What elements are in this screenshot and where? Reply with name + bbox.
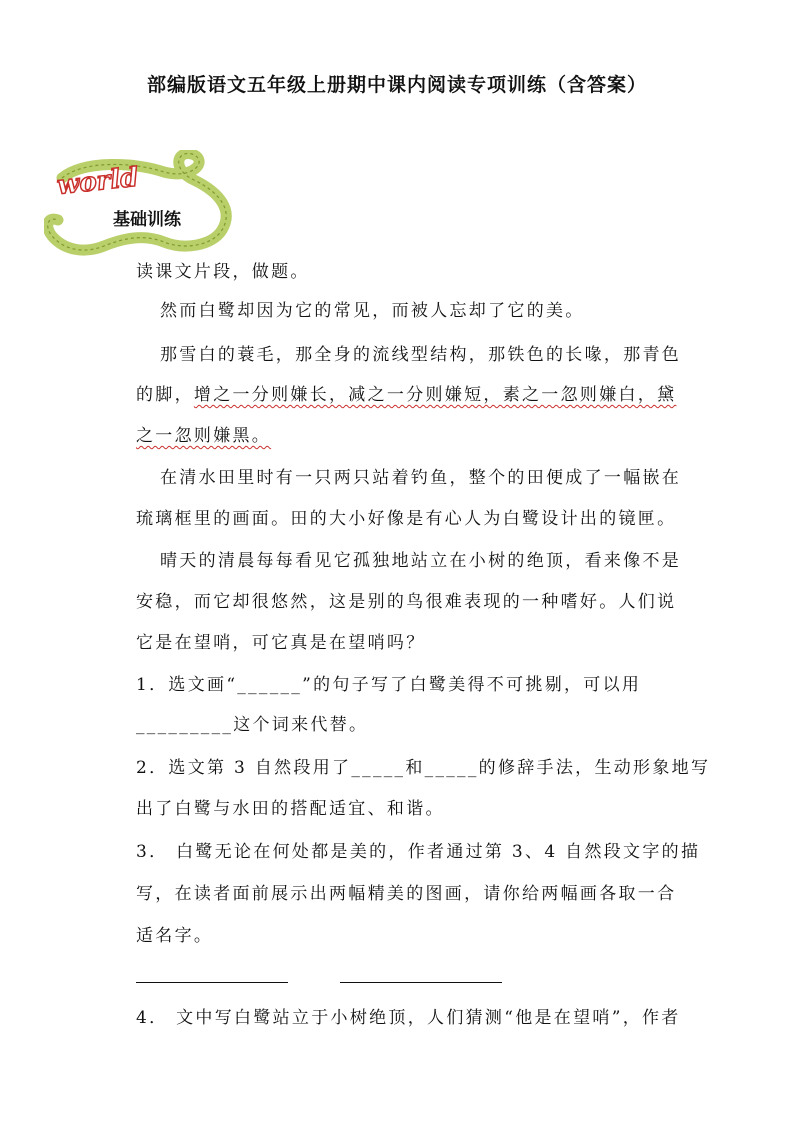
question-3-line2: 写，在读者面前展示出两幅精美的图画，请你给两幅画各取一合 [136, 884, 677, 904]
passage-p2-line3: 之一忽则嫌黑。 [136, 426, 272, 446]
passage-p4-line1: 晴天的清晨每每看见它孤独地站立在小树的绝顶，看来像不是 [160, 551, 682, 571]
question-2-line1: 2．选文第 3 自然段用了_____和_____的修辞手法，生动形象地写 [136, 758, 711, 778]
underlined-sentence: 增之一分则嫌长，减之一分则嫌短，素之一忽则嫌白，黛 [193, 385, 677, 405]
question-3-line1: 3． 白鹭无论在何处都是美的，作者通过第 3、4 自然段文字的描 [136, 842, 701, 862]
question-3-line3: 适名字。 [136, 926, 214, 946]
passage-p3-line1: 在清水田里时有一只两只站着钓鱼，整个的田便成了一幅嵌在 [160, 468, 682, 488]
question-2-line2: 出了白鹭与水田的搭配适宜、和谐。 [136, 799, 445, 819]
passage-p4-line3: 它是在望哨，可它真是在望哨吗？ [136, 633, 426, 653]
instruction: 读课文片段，做题。 [136, 262, 310, 282]
question-1-line2: _________这个词来代替。 [136, 715, 369, 735]
question-4-line1: 4． 文中写白鹭站立于小树绝顶，人们猜测“他是在望哨”，作者 [136, 1008, 681, 1028]
section-label: 基础训练 [113, 210, 181, 230]
badge-logo-text: world [55, 162, 140, 201]
passage-p2-line2 [136, 383, 676, 407]
question-1-line1: 1．选文画“______”的句子写了白鹭美得不可挑剔，可以用 [136, 675, 642, 695]
answer-line-1[interactable] [136, 982, 288, 983]
passage-p2-line1: 那雪白的蓑毛，那全身的流线型结构，那铁色的长喙，那青色 [160, 345, 682, 365]
page-title: 部编版语文五年级上册期中课内阅读专项训练（含答案） [146, 74, 647, 96]
passage-p2-line2-start: 的脚， [136, 385, 194, 405]
passage-p1: 然而白鹭却因为它的常见，而被人忘却了它的美。 [160, 301, 585, 321]
answer-line-2[interactable] [340, 982, 502, 983]
passage-p4-line2: 安稳，而它却很悠然，这是别的鸟很难表现的一种嗜好。人们说 [136, 592, 677, 612]
passage-p3-line2: 琉璃框里的画面。田的大小好像是有心人为白鹭设计出的镜匣。 [136, 509, 677, 529]
